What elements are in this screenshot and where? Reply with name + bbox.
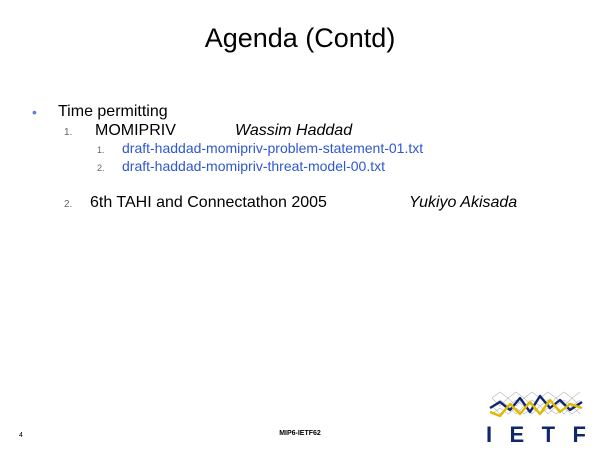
item-author: Yukiyo Akisada (409, 194, 518, 211)
ietf-logo-text (486, 423, 586, 447)
bullet-icon: • (32, 104, 37, 120)
subitem-draft-threat-model: draft-haddad-momipriv-threat-model-00.txt (122, 158, 385, 174)
logo-letter: E (509, 422, 525, 447)
subitem-number: 2. (97, 163, 105, 173)
logo-letter: I (486, 422, 493, 447)
slide-title: Agenda (Contd) (204, 23, 396, 53)
logo-letter: F (572, 422, 586, 447)
logo-letter: T (541, 422, 556, 447)
item-number: 1. (64, 127, 73, 138)
item-label: MOMIPRIV (95, 122, 176, 139)
item-number: 2. (64, 199, 73, 210)
footer-text: MIP6-IETF62 (279, 430, 321, 437)
bullet-time-permitting: Time permitting (58, 103, 168, 120)
subitem-draft-problem-statement: draft-haddad-momipriv-problem-statement-01.txt (122, 140, 424, 156)
item-label: 6th TAHI and Connectathon 2005 (90, 194, 327, 211)
ietf-wave-icon (486, 388, 586, 424)
subitem-number: 1. (97, 145, 105, 155)
ietf-logo (486, 388, 586, 448)
item-author: Wassim Haddad (235, 122, 353, 139)
page-number: 4 (19, 432, 23, 439)
